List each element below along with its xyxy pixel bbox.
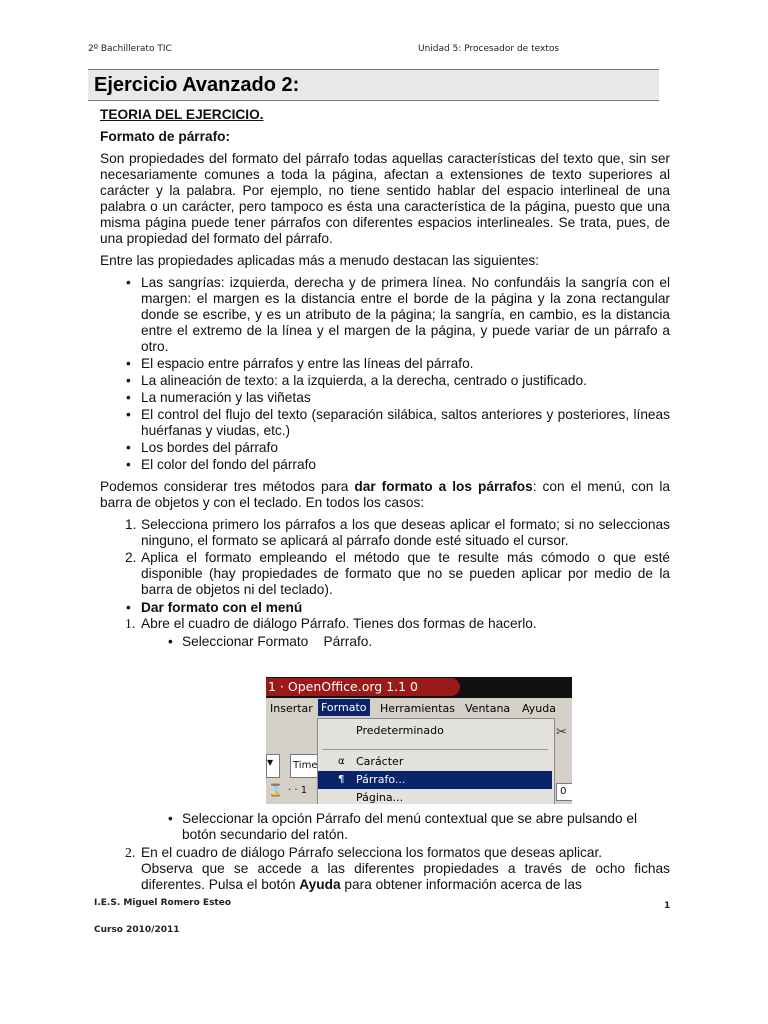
- sub-option-1: • Seleccionar Formato Párrafo.: [182, 634, 670, 650]
- hourglass-icon: ⌛: [268, 783, 283, 797]
- list-item: [125, 517, 670, 549]
- list-item: • Los bordes del párrafo: [141, 440, 670, 456]
- ruler-dots: · · 1: [288, 785, 308, 796]
- header-right: Unidad 5: Procesador de textos: [418, 44, 560, 54]
- list-item: • El control del flujo del texto (separación silábica, saltos anteriores y posteriores, líneas huérfanas y viudas, etc.): [141, 407, 670, 439]
- list-item: • La numeración y las viñetas: [141, 390, 670, 406]
- menu-ayuda[interactable]: Ayuda: [522, 702, 556, 715]
- zoom-field[interactable]: 0: [556, 783, 572, 801]
- step-text: Abre el cuadro de diálogo Párrafo. Tienes dos formas de hacerlo.: [141, 616, 537, 631]
- list-item: [125, 550, 670, 598]
- header-left: 2º Bachillerato TIC: [88, 44, 172, 54]
- formato-dropdown: [317, 718, 555, 804]
- scissors-icon[interactable]: ✂: [556, 725, 567, 740]
- footer-school: I.E.S. Miguel Romero Esteo: [94, 898, 232, 908]
- menu-step-1: [125, 616, 670, 632]
- step-text: Selecciona primero los párrafos a los que deseas aplicar el formato; si no seleccionas ninguno, el formato se aplicará al párrafo donde esté situado el cursor.: [141, 517, 670, 548]
- page-number: 1: [664, 901, 671, 911]
- exercise-title-box: [88, 69, 659, 101]
- menu-formato[interactable]: Formato: [318, 699, 370, 716]
- list-item: • Las sangrías: izquierda, derecha y de primera línea. No confundáis la sangría con el margen: el margen es la distancia entre el borde de la página y la zona rectangular donde se escribe, y es un atributo de la página; la sangría, en cambio, es la distancia entre el extremo de la línea y el margen de la página, y puede variar de un párrafo a otro.: [141, 275, 670, 355]
- menu-insertar[interactable]: Insertar: [270, 702, 313, 715]
- menu-herramientas[interactable]: Herramientas: [380, 702, 455, 715]
- step-number: 2.: [125, 550, 137, 565]
- font-combo[interactable]: Time: [290, 754, 324, 778]
- methods-text-end: : con el menú, con la barra de objetos y con el teclado. En todos los casos:: [100, 479, 670, 510]
- titlebar: [266, 677, 572, 698]
- methods-bold: dar formato a los párrafos: [354, 479, 533, 494]
- menu-bar: [266, 698, 572, 718]
- footer-course: Curso 2010/2011: [94, 925, 180, 935]
- subheading: Formato de párrafo:: [100, 129, 231, 144]
- step-number: 1.: [125, 517, 137, 532]
- properties-list: [100, 275, 670, 473]
- sub-option-2: • Seleccionar la opción Párrafo del menú contextual que se abre pulsando el botón secundario del ratón.: [182, 811, 670, 843]
- step-text: En el cuadro de diálogo Párrafo selecciona los formatos que deseas aplicar.: [141, 845, 603, 860]
- combo-arrow[interactable]: [266, 754, 280, 778]
- window-title: 1 · OpenOffice.org 1.1 0: [266, 678, 460, 696]
- menu-separator: [322, 749, 548, 750]
- observe-text-end: para obtener información acerca de las: [340, 877, 582, 892]
- menu-ventana[interactable]: Ventana: [465, 702, 511, 715]
- steps-list: [100, 517, 670, 598]
- exercise-title: Ejercicio Avanzado 2:: [94, 74, 300, 96]
- step-number: 2.: [125, 845, 136, 860]
- methods-text: Podemos considerar tres métodos para: [100, 479, 355, 494]
- observe-bold: Ayuda: [299, 877, 341, 892]
- menu-heading: • Dar formato con el menú: [141, 600, 670, 616]
- menu-item-pagina[interactable]: Página...: [356, 791, 404, 804]
- menu-item-parrafo[interactable]: [318, 771, 552, 789]
- methods-paragraph: [100, 479, 670, 511]
- step-number: 1.: [125, 616, 136, 631]
- openoffice-screenshot: [266, 677, 572, 804]
- character-icon: α: [338, 756, 345, 767]
- menu-item-label: Carácter: [356, 755, 404, 768]
- paragraph-icon: ¶: [338, 774, 345, 785]
- menu-item-predeterminado[interactable]: Predeterminado: [356, 724, 444, 737]
- step-text: Aplica el formato empleando el método que te resulte más cómodo o que esté disponible (hay propiedades de formato que no se pueden aplicar por medio de la barra de objetos ni del teclado).: [141, 550, 670, 597]
- section-heading: TEORIA DEL EJERCICIO.: [100, 107, 264, 122]
- menu-item-label: Párrafo...: [356, 773, 406, 786]
- observe-paragraph: [141, 861, 670, 893]
- menu-step-2: [125, 845, 670, 861]
- document-body-continued: [100, 811, 670, 893]
- list-item: • La alineación de texto: a la izquierda, a la derecha, centrado o justificado.: [141, 373, 670, 389]
- dropdown-arrow-icon: ▼: [267, 758, 274, 767]
- observe-text: Observa que se accede a las diferentes propiedades a través de ocho fichas diferentes. Pulsa el botón: [141, 861, 670, 892]
- list-item: • El espacio entre párrafos y entre las líneas del párrafo.: [141, 356, 670, 372]
- document-body: [100, 107, 670, 650]
- list-intro: Entre las propiedades aplicadas más a menudo destacan las siguientes:: [100, 253, 540, 268]
- list-item: • El color del fondo del párrafo: [141, 457, 670, 473]
- intro-paragraph: Son propiedades del formato del párrafo todas aquellas características del texto que, sin ser necesariamente comunes a toda la página, afectan a extensiones de texto superiores al carácter y la palabra. Por ejemplo, no tiene sentido hablar del espacio interlineal de una palabra o un carácter, pero tampoco es ésta una característica de la página, puesto que una misma página puede tener párrafos con diferentes espacios interlineales. Se trata, pues, de una propiedad del formato del párrafo.: [100, 151, 670, 246]
- menu-item-caracter[interactable]: [318, 753, 552, 771]
